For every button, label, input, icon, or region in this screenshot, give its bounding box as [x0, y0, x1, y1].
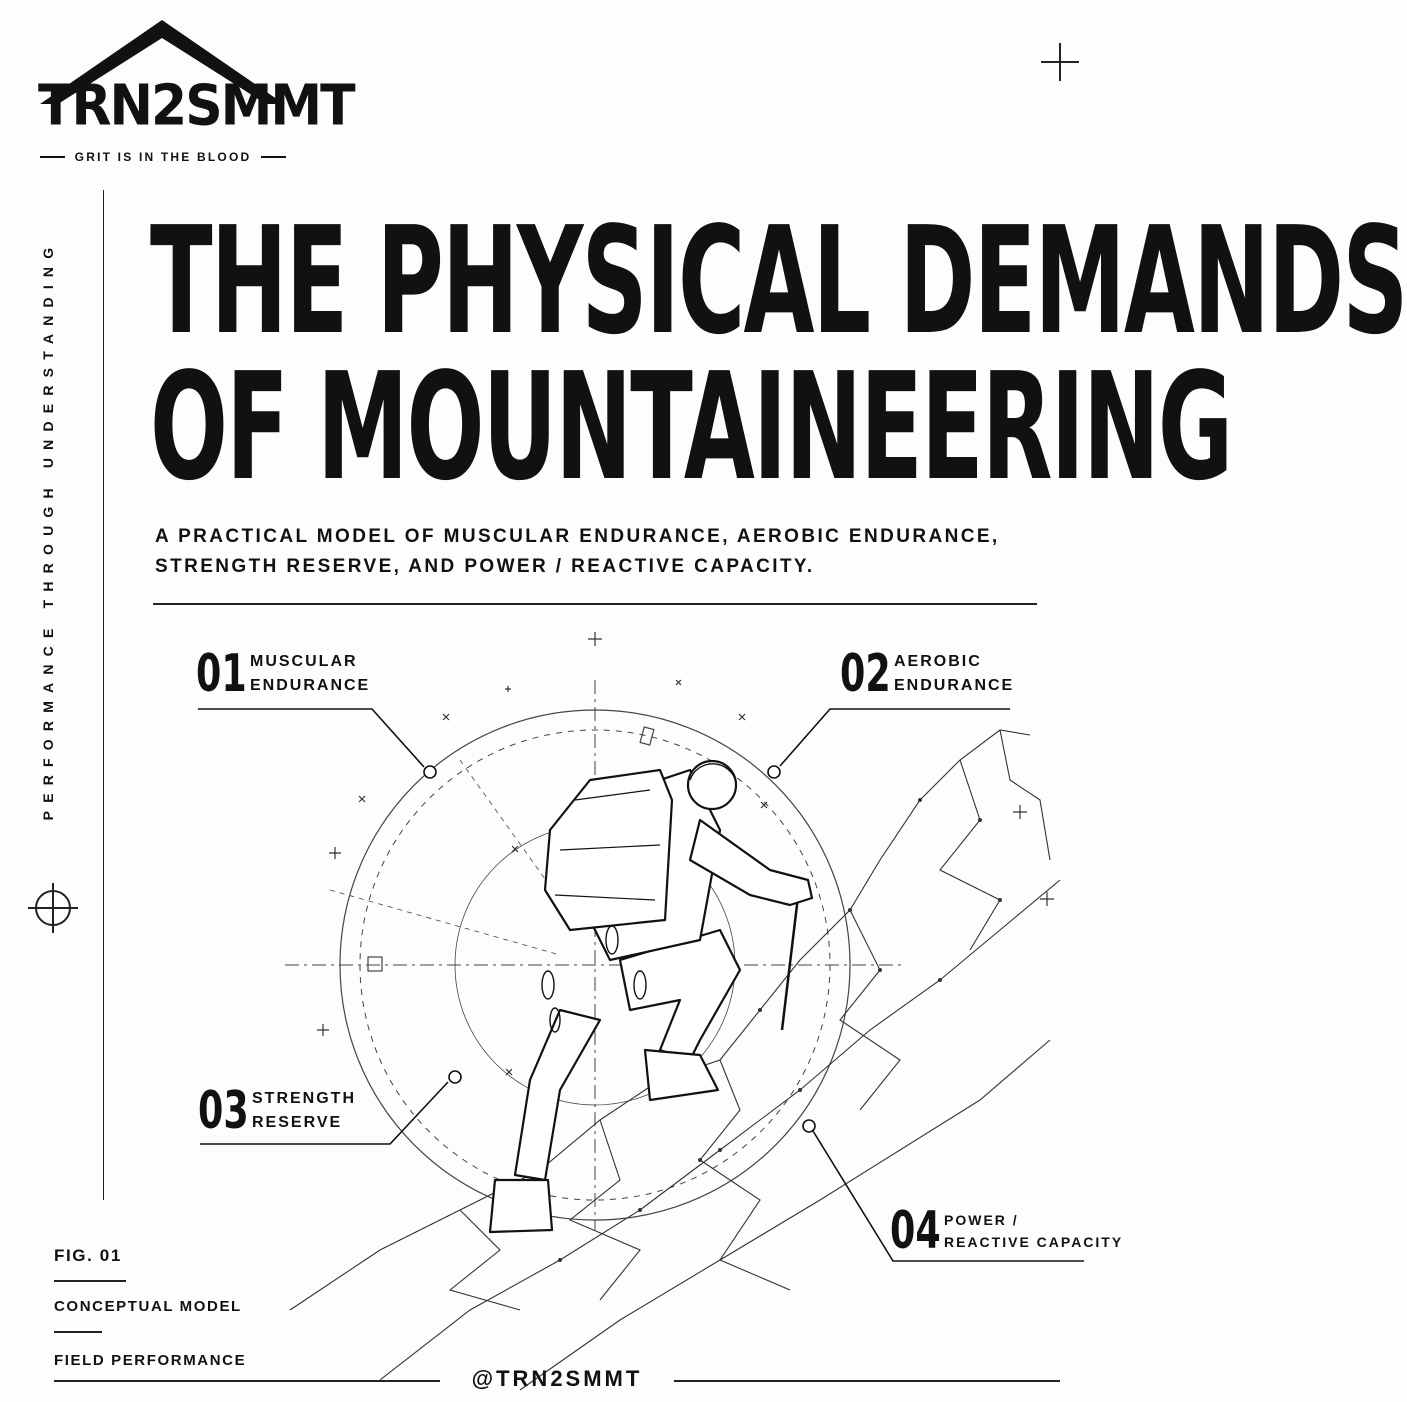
page-title [150, 195, 1407, 513]
callout-label-line: AEROBIC [894, 653, 982, 670]
callout-label [944, 1209, 1123, 1253]
diagram-rings [285, 680, 905, 1230]
side-slogan: PERFORMANCE THROUGH UNDERSTANDING [40, 239, 56, 821]
tagline-rule-left [40, 156, 65, 158]
callout-muscular-endurance [196, 644, 371, 704]
figure-label-model: CONCEPTUAL MODEL [54, 1298, 242, 1315]
footer-rule-right [674, 1380, 1060, 1382]
callout-strength-reserve [198, 1081, 356, 1141]
callout-label-line: RESERVE [252, 1114, 343, 1131]
callout-number: 01 [196, 644, 247, 704]
figure-rule [54, 1280, 126, 1282]
header-divider [153, 603, 1037, 605]
callout-number: 02 [840, 644, 891, 704]
figure-rule [54, 1331, 102, 1333]
corner-crosshair-icon [1041, 43, 1079, 81]
title-line-1: THE PHYSICAL DEMANDS [150, 195, 1407, 367]
figure-label-field: FIELD PERFORMANCE [54, 1352, 247, 1369]
callout-label [252, 1087, 356, 1135]
footer-rule-left [54, 1380, 440, 1382]
callout-label-line: POWER / [944, 1212, 1019, 1228]
subtitle-line-2: STRENGTH RESERVE, AND POWER / REACTIVE CAPACITY. [155, 556, 815, 577]
callout-label [250, 650, 370, 698]
callout-power-reactive [890, 1201, 1124, 1261]
callout-label-line: REACTIVE CAPACITY [944, 1234, 1124, 1250]
climber-figure [490, 761, 812, 1232]
callout-label-line: ENDURANCE [894, 677, 1015, 694]
tagline-text: GRIT IS IN THE BLOOD [74, 150, 252, 164]
callout-label-line: MUSCULAR [250, 653, 358, 670]
title-line-2: OF MOUNTAINEERING [150, 341, 1232, 513]
social-handle: @TRN2SMMT [471, 1366, 643, 1391]
callout-number: 04 [890, 1201, 941, 1261]
target-icon [28, 883, 78, 933]
subtitle-line-1: A PRACTICAL MODEL OF MUSCULAR ENDURANCE, AEROBIC ENDURANCE, [155, 526, 1000, 547]
tagline-rule-right [261, 156, 286, 158]
logo-wordmark: TRN2SMMT [38, 73, 354, 139]
brand-tagline [40, 150, 286, 164]
callout-number: 03 [198, 1081, 249, 1141]
callout-label [894, 650, 1014, 698]
side-divider [103, 190, 104, 1200]
callout-aerobic-endurance [840, 644, 1015, 704]
page-subtitle [155, 522, 1055, 582]
figure-title: FIG. 01 [54, 1246, 122, 1265]
callout-label-line: ENDURANCE [250, 677, 371, 694]
callout-label-line: STRENGTH [252, 1090, 356, 1107]
